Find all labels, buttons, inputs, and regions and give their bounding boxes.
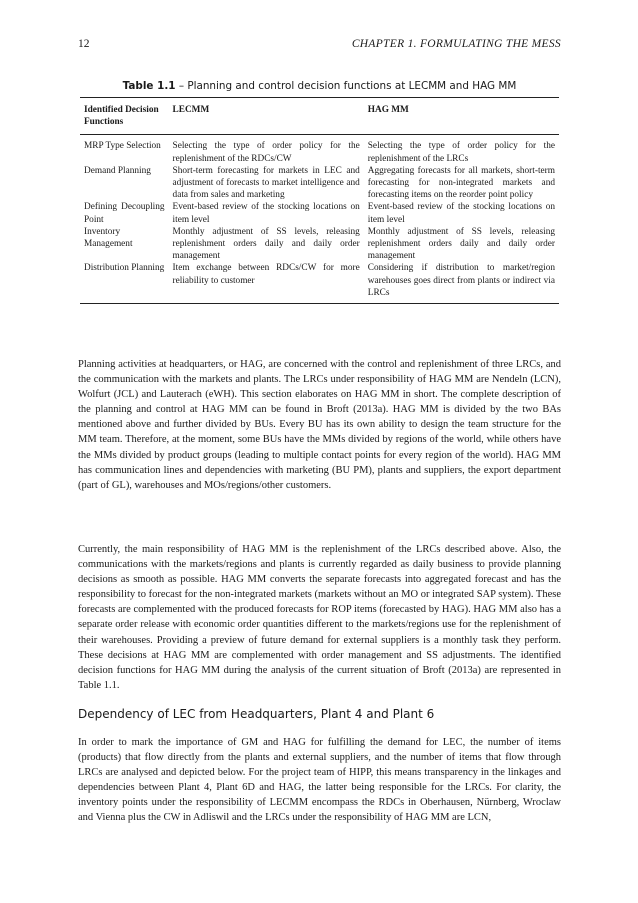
cell-lecmm: Selecting the type of order policy for the replenishment of the RDCs/CW: [172, 141, 360, 164]
cell-hagmm: Event-based review of the stocking locations on item level: [367, 202, 555, 225]
table-caption: [78, 80, 561, 92]
body-paragraph-dependency: In order to mark the importance of GM and HAG for fulfilling the demand for LEC, the number of items (products) that flow directly from the plants and external suppliers, and the number of items that flow through LRCs are analysed and depicted below. For the project team of HIPP, this means transparency in the linkages and dependencies between Plant 4, Plant 6D and HAG, the latter being responsible for the LRCs. For clarity, the inventory points under the responsibility of LECMM encompass the RDCs in Oberhausen, Nürnberg, Wroclaw and Vienna plus the CW in Adliswil and the LRCs under the responsibility of HAG MM are LCN,: [78, 737, 561, 824]
table-row: [80, 226, 559, 263]
cell-function: Defining Decoupling Point: [84, 202, 165, 225]
page-header: [78, 38, 561, 54]
header-hagmm: HAG MM: [364, 98, 559, 135]
table-row: [80, 135, 559, 165]
running-title: CHAPTER 1. FORMULATING THE MESS: [351, 38, 561, 50]
table-row: [80, 201, 559, 225]
cell-lecmm: Event-based review of the stocking locations on item level: [172, 202, 360, 225]
body-paragraph-hag-planning: Planning activities at headquarters, or HAG, are concerned with the control and replenishment of three LRCs, and the communication with the markets and plants. The LRCs under responsibility of HAG MM are Nendeln (LCN), Wolfurt (JCL) and Lauterach (eWH). This section elaborates on HAG MM in short. The complete description of the planning and control at HAG MM can be found in Broft (2013a). HAG MM is divided by the two BAs mentioned above and further divided by BUs. Every BU has its own ability to design the team structure for the MM team. Therefore, at the moment, some BUs have the MMs divided by regions of the world, while others have the MMs divided by product groups (leading to multiple contact points for every region of the world). HAG MM has communication lines and dependencies with marketing (BU PM), plants and suppliers, the export department (part of GL), warehouses and MOs/regions/other customers.: [78, 359, 561, 491]
table-row: [80, 262, 559, 303]
cell-lecmm: Item exchange between RDCs/CW for more reliability to customer: [169, 262, 364, 303]
cell-lecmm: Monthly adjustment of SS levels, releasing replenishment orders daily and daily order management: [172, 226, 360, 262]
page-number: 12: [78, 38, 90, 50]
table-row: [80, 165, 559, 202]
cell-function: Distribution Planning: [80, 262, 169, 303]
table-label: Table 1.1: [122, 80, 176, 92]
table-header-row: [80, 98, 559, 135]
cell-lecmm: Short-term forecasting for markets in LEC and adjustment of forecasts to market intelligence and data from sales and marketing: [172, 165, 360, 201]
header-functions: Identified Decision Functions: [80, 98, 169, 135]
cell-hagmm: Aggregating forecasts for all markets, short-term forecasting for non-integrated markets and forecasting items on the reorder point policy: [367, 165, 555, 201]
cell-function: MRP Type Selection: [84, 141, 161, 152]
cell-function: Demand Planning: [84, 165, 151, 176]
cell-hagmm: Selecting the type of order policy for the replenishment of the LRCs: [367, 141, 555, 164]
header-lecmm: LECMM: [169, 98, 364, 135]
cell-function: Inventory Management: [84, 226, 133, 250]
cell-hagmm: Considering if distribution to market/region warehouses goes direct from plants or indirect via LRCs: [364, 262, 559, 303]
cell-hagmm: Monthly adjustment of SS levels, releasing replenishment orders daily and daily order management: [367, 226, 555, 262]
decision-functions-table: [80, 97, 559, 304]
table-caption-text: – Planning and control decision functions at LECMM and HAG MM: [175, 80, 517, 92]
section-heading: Dependency of LEC from Headquarters, Plant 4 and Plant 6: [78, 707, 435, 721]
body-paragraph-hag-responsibility: Currently, the main responsibility of HAG MM is the replenishment of the LRCs described above. Also, the communications with the markets/regions and plants is currently regarded as daily business to provide planning decisions as smooth as possible. HAG MM converts the separate forecasts into aggregated forecast and has the responsibility to forecast for the non-integrated markets (markets without an MO or integrated SAP system). These forecasts are complemented with the produced forecasts for ROP items (forecasted by HAG). HAG MM also has a separate order release with economic order quantities different to the markets/regions use for the replenishment of their warehouses. Providing a preview of future demand for external suppliers is a monthly task they perform. These decisions at HAG MM are complemented with order management and SS adjustments. The identified decision functions for HAG MM during the analysis of the current situation of Broft (2013a) are represented in Table 1.1.: [78, 544, 561, 691]
